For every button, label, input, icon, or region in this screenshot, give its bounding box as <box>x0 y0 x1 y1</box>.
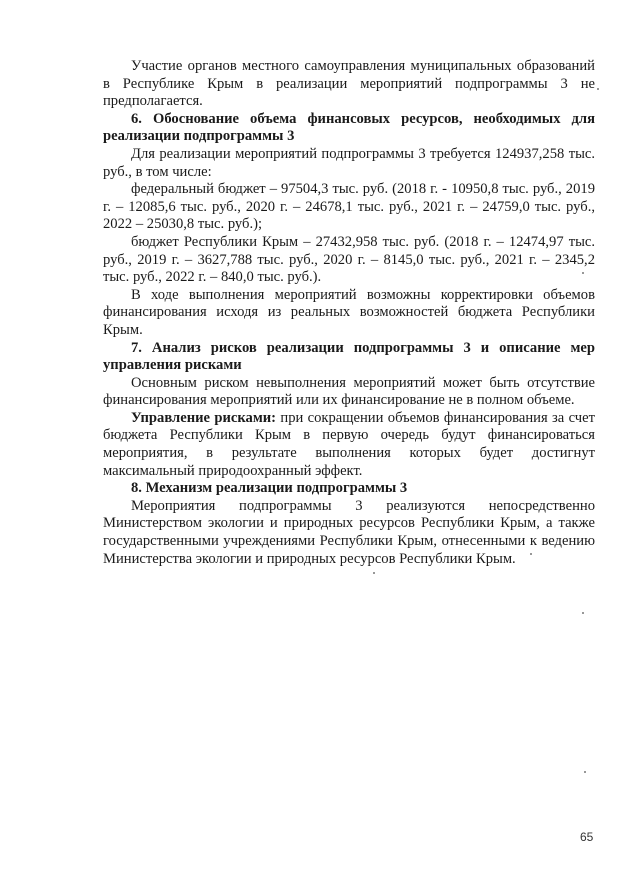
scan-speck <box>582 272 584 274</box>
page-number: 65 <box>580 830 594 844</box>
paragraph-local-government: Участие органов местного самоуправления муниципальных образований в Республике Крым в реализации мероприятий подпрограммы 3 не предполагается. <box>103 58 595 110</box>
paragraph-federal-budget: федеральный бюджет – 97504,3 тыс. руб. (2018 г. - 10950,8 тыс. руб., 2019 г. – 12085,6 тыс. руб., 2020 г. – 24678,1 тыс. руб., 2021 г. – 24759,0 тыс. руб., 2022 – 25030,8 тыс. руб.); <box>103 181 595 233</box>
document-page <box>103 58 595 568</box>
heading-section-7: 7. Анализ рисков реализации подпрограммы 3 и описание мер управления рисками <box>103 339 595 374</box>
scan-speck <box>373 572 375 574</box>
paragraph-total-funding: Для реализации мероприятий подпрограммы 3 требуется 124937,258 тыс. руб., в том числе: <box>103 145 595 180</box>
paragraph-risk-management <box>103 410 595 480</box>
heading-section-8: 8. Механизм реализации подпрограммы 3 <box>131 480 408 497</box>
paragraph-main-risk: Основным риском невыполнения мероприятий может быть отсутствие финансирования мероприятий или их финансирование не в полном объеме. <box>103 374 595 409</box>
paragraph-regional-budget: бюджет Республики Крым – 27432,958 тыс. руб. (2018 г. – 12474,97 тыс. руб., 2019 г. – 3627,788 тыс. руб., 2020 г. – 8145,0 тыс. руб., 2021 г. – 2345,2 тыс. руб., 2022 г. – 840,0 тыс. руб.). <box>103 233 595 286</box>
risk-management-lead: Управление рисками: <box>131 409 277 426</box>
heading-section-6: 6. Обоснование объема финансовых ресурсов, необходимых для реализации подпрограммы 3 <box>103 110 595 145</box>
scan-speck <box>597 88 599 90</box>
scan-speck <box>530 553 532 555</box>
risk-management-text: при сокращении объемов финансирования за счет бюджета Республики Крым в первую очередь будут финансироваться мероприятия, в результате выполнения которых будет достигнут максимальный природоохранный эффект. <box>103 409 595 479</box>
scan-speck <box>584 771 586 773</box>
scan-speck <box>582 612 584 614</box>
paragraph-implementation: Мероприятия подпрограммы 3 реализуются непосредственно Министерством экологии и природных ресурсов Республики Крым, а также государственными учреждениями Республики Крым, отнесенными к ведению Министерства экологии и природных ресурсов Республики Крым. <box>103 497 595 567</box>
paragraph-funding-adjustments: В ходе выполнения мероприятий возможны корректировки объемов финансирования исходя из реальных возможностей бюджета Республики Крым. <box>103 286 595 338</box>
